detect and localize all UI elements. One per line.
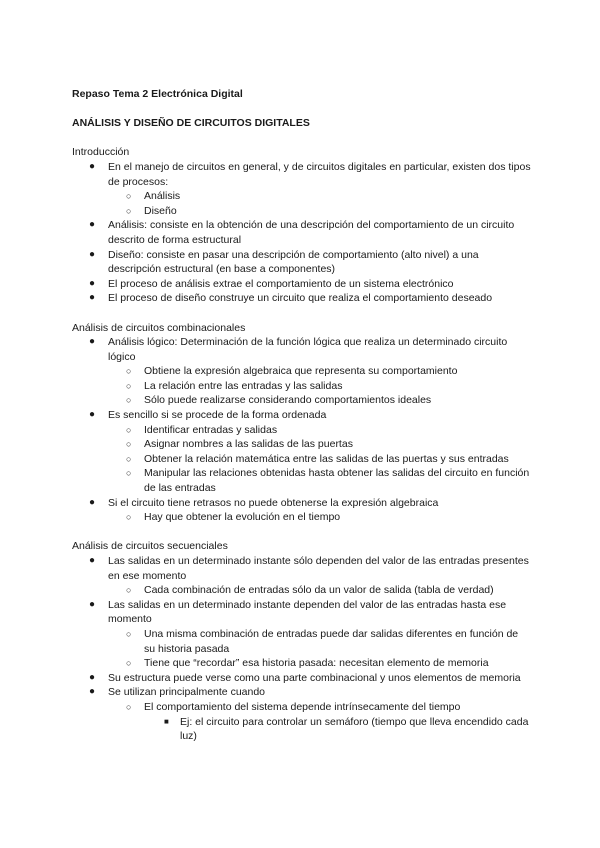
list-item bbox=[72, 656, 532, 671]
list-item-text: Asignar nombres a las salidas de las puertas bbox=[144, 438, 353, 451]
bullet-icon: ● bbox=[89, 496, 96, 508]
bullet-icon: ● bbox=[89, 671, 96, 683]
list-item-text: Obtener la relación matemática entre las salidas de las puertas y sus entradas bbox=[144, 452, 509, 465]
list-item bbox=[72, 583, 532, 598]
list-item-text: Tiene que “recordar” esa historia pasada: necesitan elemento de memoria bbox=[144, 657, 489, 670]
circle-bullet-icon: ○ bbox=[126, 585, 132, 596]
list-item bbox=[72, 291, 532, 306]
list-item bbox=[72, 627, 532, 656]
circle-bullet-icon: ○ bbox=[126, 439, 132, 450]
list-item bbox=[72, 466, 532, 495]
section-introduccion bbox=[72, 145, 532, 306]
list-item-text: Si el circuito tiene retrasos no puede obtenerse la expresión algebraica bbox=[108, 496, 439, 509]
list-item-text: Ej: el circuito para controlar un semáforo (tiempo que lleva encendido cada luz) bbox=[180, 715, 529, 743]
list-item-text: Una misma combinación de entradas puede dar salidas diferentes en función de su historia pasada bbox=[144, 627, 519, 655]
list-item-text: La relación entre las entradas y las salidas bbox=[144, 379, 343, 392]
section-heading: Análisis de circuitos combinacionales bbox=[72, 321, 246, 334]
list-item-text: Análisis: consiste en la obtención de una descripción del comportamiento de un circuito descrito de forma estructural bbox=[108, 219, 515, 246]
bullet-icon: ● bbox=[89, 336, 96, 348]
bullet-icon: ● bbox=[89, 277, 96, 289]
list-item bbox=[72, 160, 532, 189]
list-item bbox=[72, 204, 532, 219]
list-item bbox=[72, 218, 532, 247]
list-item-text: Es sencillo si se procede de la forma ordenada bbox=[108, 409, 327, 422]
circle-bullet-icon: ○ bbox=[126, 512, 132, 523]
list-item bbox=[72, 700, 532, 715]
circle-bullet-icon: ○ bbox=[126, 395, 132, 406]
list-item-text: Diseño: consiste en pasar una descripción de comportamiento (alto nivel) a una descripción estructural (en base a componentes) bbox=[108, 248, 479, 276]
square-bullet-icon: ■ bbox=[164, 716, 169, 726]
section-heading: Introducción bbox=[72, 146, 130, 159]
list-item-text: Hay que obtener la evolución en el tiempo bbox=[144, 511, 341, 524]
list-item bbox=[72, 364, 532, 379]
document-title: Repaso Tema 2 Electrónica Digital bbox=[72, 88, 243, 100]
circle-bullet-icon: ○ bbox=[126, 628, 132, 639]
bullet-icon: ● bbox=[89, 598, 96, 610]
circle-bullet-icon: ○ bbox=[126, 205, 132, 216]
list-item bbox=[72, 598, 532, 627]
circle-bullet-icon: ○ bbox=[126, 191, 132, 202]
bullet-icon: ● bbox=[89, 555, 96, 566]
bullet-icon: ● bbox=[89, 409, 96, 421]
list-item-text: El comportamiento del sistema depende intrínsecamente del tiempo bbox=[144, 700, 461, 713]
list-item bbox=[72, 393, 532, 408]
list-item-text: El proceso de diseño construye un circuito que realiza el comportamiento deseado bbox=[108, 292, 493, 305]
list-item bbox=[72, 685, 532, 700]
list-item bbox=[72, 248, 532, 277]
bullet-list bbox=[72, 160, 532, 306]
section-analisis-combinacionales bbox=[72, 321, 532, 525]
circle-bullet-icon: ○ bbox=[126, 366, 132, 377]
list-item bbox=[72, 554, 532, 583]
bullet-icon: ● bbox=[89, 292, 96, 304]
list-item bbox=[72, 452, 532, 467]
list-item bbox=[72, 510, 532, 525]
list-item-text: Análisis lógico: Determinación de la función lógica que realiza un determinado circuito lógico bbox=[108, 336, 508, 363]
document-subtitle: ANÁLISIS Y DISEÑO DE CIRCUITOS DIGITALES bbox=[72, 117, 310, 130]
list-item bbox=[72, 715, 532, 744]
list-item bbox=[72, 189, 532, 204]
list-item-text: Diseño bbox=[144, 204, 177, 217]
list-item-text: Se utilizan principalmente cuando bbox=[108, 686, 266, 699]
list-item-text: Manipular las relaciones obtenidas hasta obtener las salidas del circuito en función de las entradas bbox=[144, 467, 530, 495]
bullet-list bbox=[72, 554, 532, 744]
list-item-text: En el manejo de circuitos en general, y de circuitos digitales en particular, existen dos tipos de procesos: bbox=[108, 160, 531, 188]
section-heading: Análisis de circuitos secuenciales bbox=[72, 540, 228, 553]
circle-bullet-icon: ○ bbox=[126, 424, 132, 435]
document-page bbox=[72, 87, 532, 744]
list-item-text: Cada combinación de entradas sólo da un valor de salida (tabla de verdad) bbox=[144, 584, 494, 597]
list-item bbox=[72, 408, 532, 423]
list-item-text: El proceso de análisis extrae el comportamiento de un sistema electrónico bbox=[108, 277, 454, 290]
list-item-text: Las salidas en un determinado instante dependen del valor de las entradas hasta ese momento bbox=[108, 598, 507, 626]
circle-bullet-icon: ○ bbox=[126, 453, 132, 464]
section-analisis-secuenciales bbox=[72, 539, 532, 743]
list-item-text: Las salidas en un determinado instante sólo dependen del valor de las entradas presentes en ese momento bbox=[108, 555, 529, 582]
list-item bbox=[72, 379, 532, 394]
list-item bbox=[72, 277, 532, 292]
list-item bbox=[72, 671, 532, 686]
bullet-icon: ● bbox=[89, 160, 96, 172]
circle-bullet-icon: ○ bbox=[126, 468, 132, 479]
bullet-icon: ● bbox=[89, 686, 96, 698]
circle-bullet-icon: ○ bbox=[126, 658, 132, 669]
list-item bbox=[72, 423, 532, 438]
list-item-text: Análisis bbox=[144, 190, 181, 203]
list-item-text: Identificar entradas y salidas bbox=[144, 423, 278, 436]
bullet-list bbox=[72, 335, 532, 525]
list-item bbox=[72, 335, 532, 364]
list-item-text: Sólo puede realizarse considerando comportamientos ideales bbox=[144, 394, 432, 407]
circle-bullet-icon: ○ bbox=[126, 380, 132, 391]
list-item bbox=[72, 437, 532, 452]
circle-bullet-icon: ○ bbox=[126, 701, 132, 712]
list-item bbox=[72, 496, 532, 511]
list-item-text: Su estructura puede verse como una parte combinacional y unos elementos de memoria bbox=[108, 671, 521, 684]
list-item-text: Obtiene la expresión algebraica que representa su comportamiento bbox=[144, 365, 458, 378]
bullet-icon: ● bbox=[89, 219, 96, 231]
bullet-icon: ● bbox=[89, 248, 96, 260]
